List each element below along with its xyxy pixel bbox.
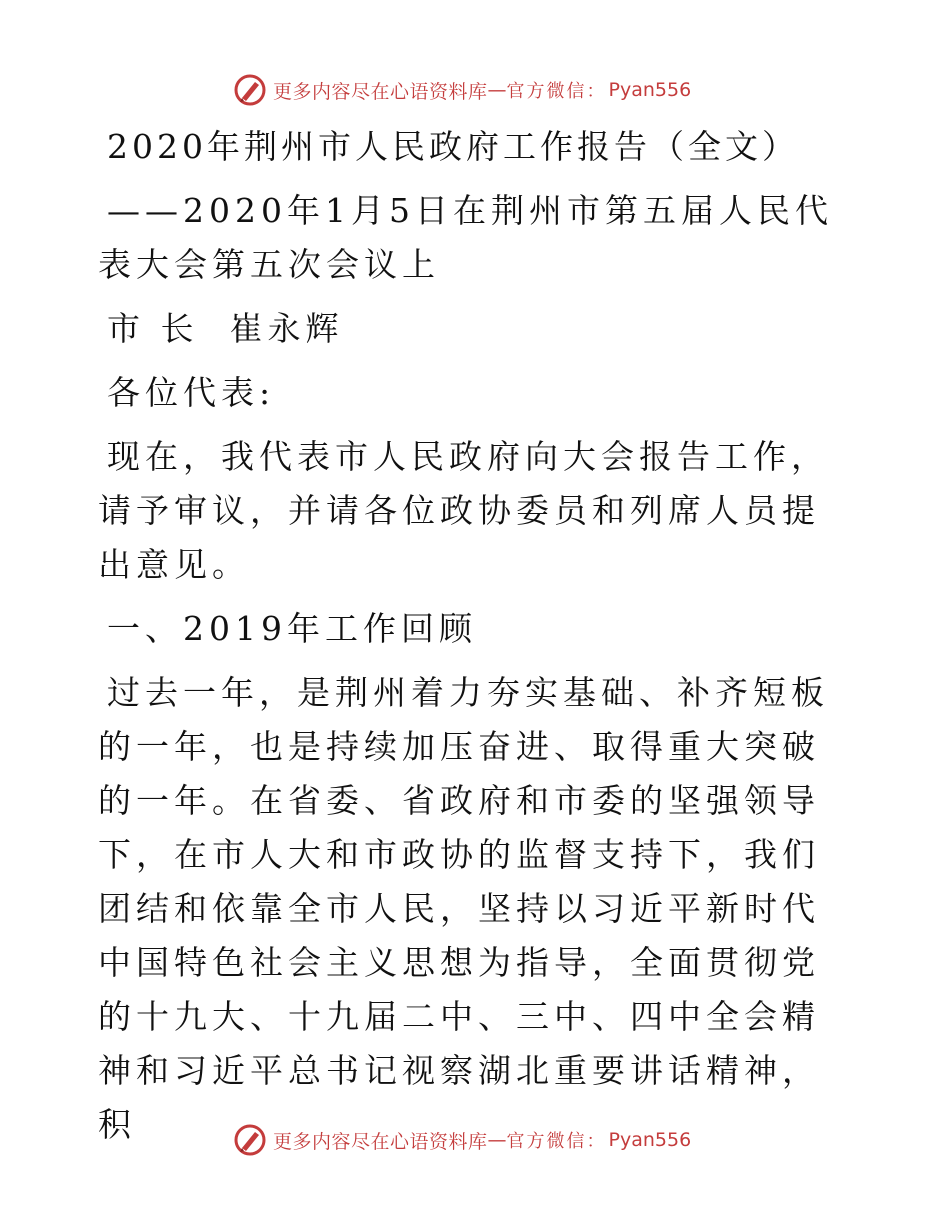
banner-wechat-label: 官方微信： <box>506 81 607 102</box>
document-subtitle: ——2020年1月5日在荆州市第五届人民代表大会第五次会议上 <box>98 191 833 284</box>
banner-wechat-id: Pyan556 <box>608 79 692 101</box>
header-banner <box>233 70 691 110</box>
banner-wechat-id: Pyan556 <box>608 1129 692 1151</box>
banner-slogan: 更多内容尽在心语资料库 <box>273 1130 488 1153</box>
pen-logo-icon <box>233 1123 267 1157</box>
banner-separator: — <box>487 1129 507 1151</box>
salutation: 各位代表: <box>107 373 276 412</box>
pen-logo-icon <box>233 73 267 107</box>
banner-separator: — <box>487 79 507 101</box>
banner-wechat-label: 官方微信： <box>506 1131 607 1152</box>
banner-slogan: 更多内容尽在心语资料库 <box>273 80 488 103</box>
speaker-line: 市 长 崔永辉 <box>107 309 344 348</box>
document-body <box>98 120 850 1162</box>
section-heading: 一、2019年工作回顾 <box>107 609 477 648</box>
footer-banner <box>233 1120 691 1160</box>
paragraph: 过去一年，是荆州着力夯实基础、补齐短板的一年，也是持续加压奋进、取得重大突破的一年。在省委、省政府和市委的坚强领导下，在市人大和市政协的监督支持下，我们团结和依靠全市人民，坚持以习近平新时代中国特色社会主义思想为指导，全面贯彻党的十九大、十九届二中、三中、四中全会精神和习近平总书记视察湖北重要讲话精神，积 <box>98 673 829 1144</box>
paragraph: 现在，我代表市人民政府向大会报告工作，请予审议，并请各位政协委员和列席人员提出意见。 <box>98 437 829 584</box>
document-title: 2020年荆州市人民政府工作报告（全文） <box>107 127 799 166</box>
